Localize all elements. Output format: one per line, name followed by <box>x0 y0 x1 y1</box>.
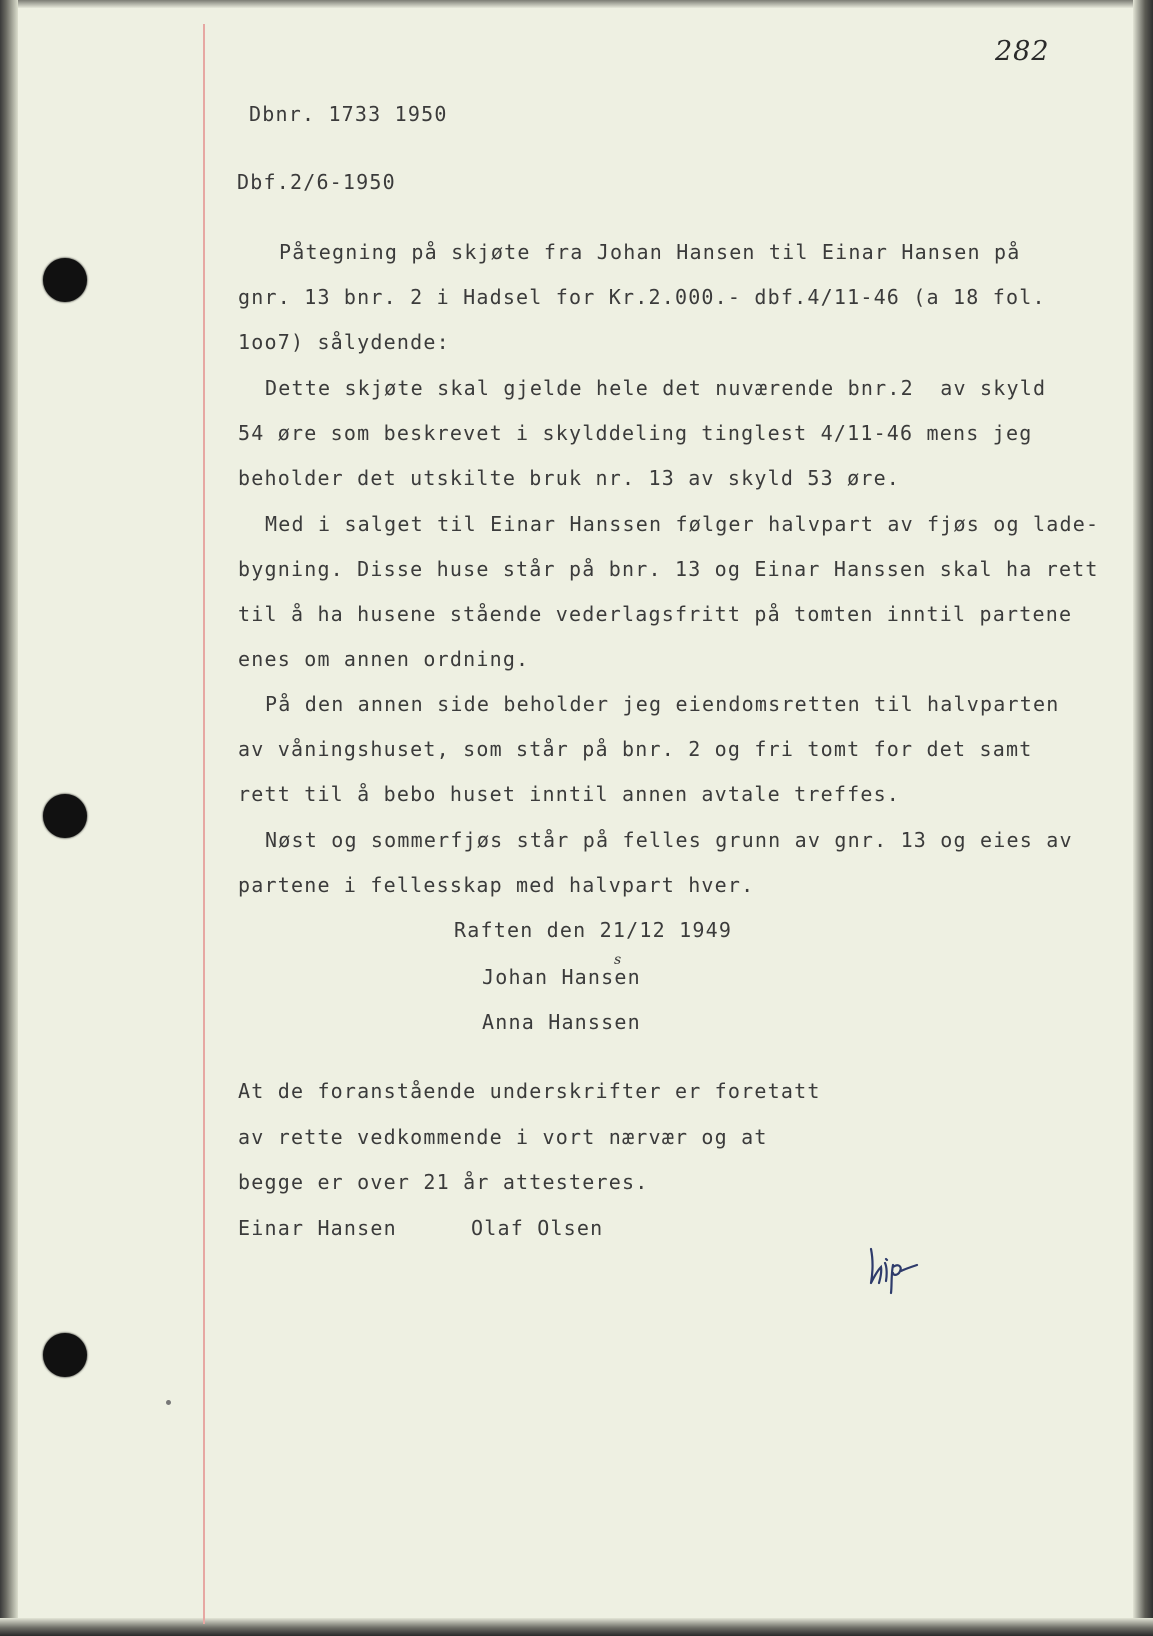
paper-speck <box>166 1400 171 1405</box>
paper-edge-bottom <box>0 1618 1153 1636</box>
body-line: 54 øre som beskrevet i skylddeling tinglest 4/11-46 mens jeg <box>238 421 1033 445</box>
body-line: av våningshuset, som står på bnr. 2 og fri tomt for det samt <box>238 737 1033 761</box>
body-line: rett til å bebo huset inntil annen avtale treffes. <box>238 782 901 806</box>
attestation-line: At de foranstående underskrifter er foretatt <box>238 1079 821 1103</box>
signer-name: Johan Hansen <box>482 965 641 989</box>
body-line: partene i fellesskap med halvpart hver. <box>238 873 755 897</box>
body-line: 1oo7) sålydende: <box>238 330 450 354</box>
signer-name: Anna Hanssen <box>482 1010 641 1034</box>
header-dbnr: Dbnr. 1733 1950 <box>249 102 448 126</box>
body-line: Dette skjøte skal gjelde hele det nuværende bnr.2 av skyld <box>265 376 1047 400</box>
punch-hole <box>43 258 87 302</box>
handwritten-initials-icon <box>865 1245 925 1295</box>
margin-line <box>203 24 205 1624</box>
body-line: Nøst og sommerfjøs står på felles grunn av gnr. 13 og eies av <box>265 828 1073 852</box>
body-line: bygning. Disse huse står på bnr. 13 og Einar Hanssen skal ha rett <box>238 557 1099 581</box>
body-line: til å ha husene stående vederlagsfritt på tomten inntil partene <box>238 602 1073 626</box>
paper-edge-top <box>0 0 1153 8</box>
witness-name: Einar Hansen <box>238 1216 397 1240</box>
body-line: beholder det utskilte bruk nr. 13 av skyld 53 øre. <box>238 466 901 490</box>
attestation-line: av rette vedkommende i vort nærvær og at <box>238 1125 768 1149</box>
attestation-line: begge er over 21 år attesteres. <box>238 1170 649 1194</box>
body-line: enes om annen ordning. <box>238 647 530 671</box>
body-line: gnr. 13 bnr. 2 i Hadsel for Kr.2.000.- dbf.4/11-46 (a 18 fol. <box>238 285 1046 309</box>
paper-edge-right <box>1133 0 1153 1636</box>
handwritten-correction: s <box>614 952 622 968</box>
header-dbf: Dbf.2/6-1950 <box>237 170 396 194</box>
witness-name: Olaf Olsen <box>471 1216 604 1240</box>
body-line: På den annen side beholder jeg eiendomsretten til halvparten <box>265 692 1060 716</box>
punch-hole <box>43 794 87 838</box>
punch-hole <box>43 1333 87 1377</box>
body-line: Påtegning på skjøte fra Johan Hansen til Einar Hansen på <box>279 240 1021 264</box>
body-line: Med i salget til Einar Hanssen følger halvpart av fjøs og lade- <box>265 512 1100 536</box>
place-date: Raften den 21/12 1949 <box>454 918 733 942</box>
paper-edge-left <box>0 0 18 1636</box>
page-number: 282 <box>995 36 1050 67</box>
